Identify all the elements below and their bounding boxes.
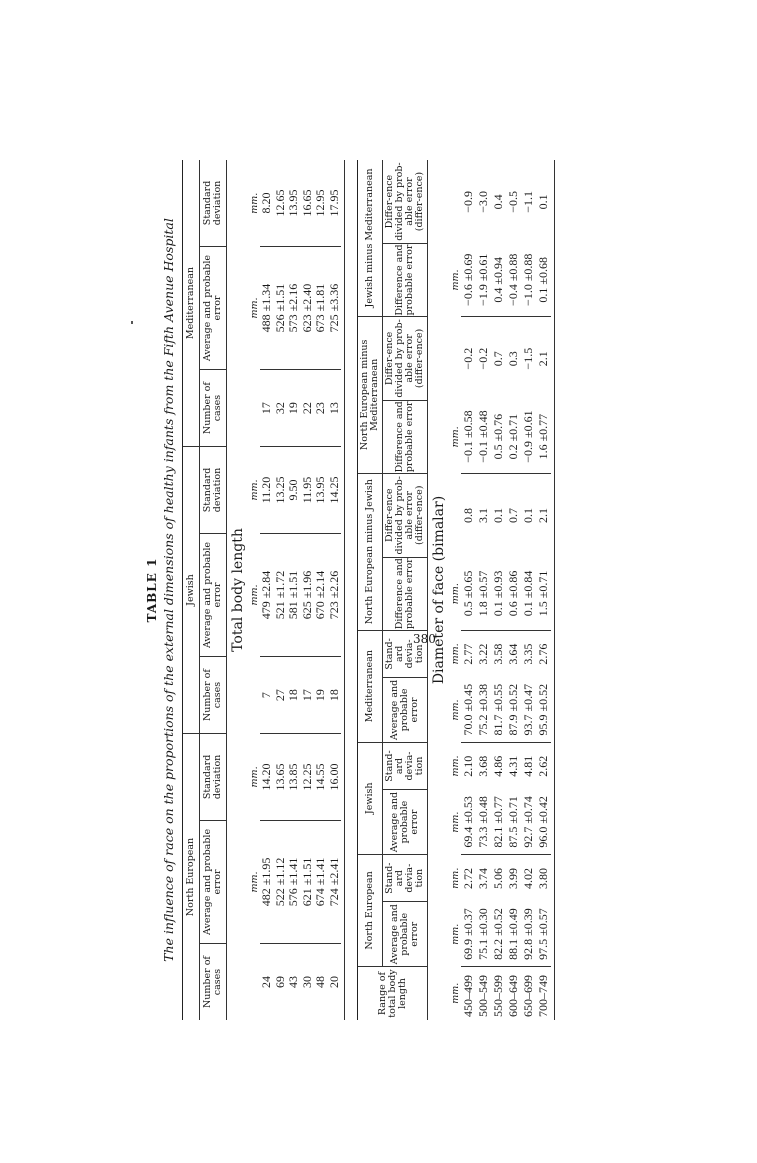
unit-label: mm. <box>450 699 461 721</box>
table-cell: 623 ±2.40 <box>301 246 315 369</box>
table-cell: 75.2 ±0.38 <box>476 678 491 743</box>
col-header: Differ-ence divided by prob-able error (differ-ence) <box>383 316 428 400</box>
table-cell: 0.4 ±0.94 <box>491 244 506 317</box>
table-row <box>274 160 288 1020</box>
group-header: North European <box>358 854 383 966</box>
table-cell: 0.2 ±0.71 <box>506 400 521 473</box>
table-cell: 3.80 <box>535 867 550 889</box>
range-cell: 700–749 <box>536 975 550 1017</box>
table-cell: −0.2 <box>460 347 475 370</box>
table-cell: 8.20 <box>260 160 274 246</box>
unit-label: mm. <box>450 426 461 448</box>
table-cell: 2.62 <box>535 755 550 777</box>
unit-label: mm. <box>450 867 461 889</box>
table-cell: 2.77 <box>460 643 475 665</box>
table-cell: 670 ±2.14 <box>314 533 328 656</box>
unit-label: mm. <box>450 643 461 665</box>
group-header: Jewish <box>183 447 200 734</box>
table-cell: 69.9 ±0.37 <box>461 902 476 967</box>
table-cell: 0.6 ±0.86 <box>506 557 521 630</box>
table-cell: 3.68 <box>475 755 490 777</box>
table-cell: 13.85 <box>287 734 301 821</box>
table-cell: 23 <box>314 370 328 447</box>
table-cell: 0.8 <box>460 508 475 524</box>
table-cell: 0.7 <box>490 351 505 367</box>
table-cell: 7 <box>260 657 274 734</box>
table-cell: 75.1 ±0.30 <box>476 902 491 967</box>
table-row <box>461 160 476 1020</box>
table-cell: 70.0 ±0.45 <box>461 678 476 743</box>
unit-label: mm. <box>450 982 461 1004</box>
table-cell: 0.1 <box>490 508 505 524</box>
table-cell: 573 ±2.16 <box>287 246 301 369</box>
table-cell: 3.1 <box>475 508 490 524</box>
table-cell: 3.58 <box>490 643 505 665</box>
table-cell: 2.1 <box>535 508 550 524</box>
range-cell: 550–599 <box>491 975 505 1017</box>
col-header: Difference and probable error <box>383 400 428 473</box>
table-cell: 96.0 ±0.42 <box>536 790 551 855</box>
table-cell: −0.5 <box>505 190 520 213</box>
range-header: Range of total body length <box>358 967 428 1020</box>
table-cell: 3.74 <box>475 867 490 889</box>
section-title: Diameter of face (bimalar) <box>431 495 447 685</box>
table-row <box>491 160 506 1020</box>
unit-label: mm. <box>450 755 461 777</box>
table-cell: 521 ±1.72 <box>274 533 288 656</box>
table-cell: 12.25 <box>301 734 315 821</box>
group-header: North European <box>183 734 200 1020</box>
col-header: Average and probable error <box>200 246 227 369</box>
table-cell: 0.1 ±0.84 <box>521 557 536 630</box>
table-cell: 3.35 <box>520 643 535 665</box>
table-cell: −0.6 ±0.69 <box>461 244 476 317</box>
table-cell: 0.1 ±0.93 <box>491 557 506 630</box>
group-header: Jewish <box>358 742 383 854</box>
col-header: Difference and probable error <box>383 557 428 630</box>
table-row <box>287 160 301 1020</box>
table-cell: 0.7 <box>505 508 520 524</box>
col-header: Stand-ard devia-tion <box>383 630 428 678</box>
table-cell: 32 <box>274 370 288 447</box>
table-cell: 725 ±3.36 <box>328 246 342 369</box>
table-cell: 4.86 <box>490 755 505 777</box>
table-cell: 2.72 <box>460 867 475 889</box>
table-cell: 17 <box>301 657 315 734</box>
table-cell: 82.1 ±0.77 <box>491 790 506 855</box>
table-cell: 0.1 <box>520 508 535 524</box>
table-cell: 82.2 ±0.52 <box>491 902 506 967</box>
table-cell: 4.02 <box>520 867 535 889</box>
table-cell: 1.6 ±0.77 <box>536 400 551 473</box>
table-row <box>301 160 315 1020</box>
table-cell: 17.95 <box>328 160 342 246</box>
unit-label: mm. <box>450 583 461 605</box>
table-row <box>506 160 521 1020</box>
table-cell: 621 ±1.51 <box>301 820 315 943</box>
table-cell: 87.5 ±0.71 <box>506 790 521 855</box>
group-header: North European minus Jewish <box>358 473 383 630</box>
table-cell: 2.10 <box>460 755 475 777</box>
table-cell: 17 <box>260 370 274 447</box>
page-number: 380 <box>413 632 436 646</box>
table-cell: 4.31 <box>505 755 520 777</box>
print-speck <box>131 321 133 324</box>
table-cell: 522 ±1.12 <box>274 820 288 943</box>
table-cell: 3.99 <box>505 867 520 889</box>
table-cell: 479 ±2.84 <box>260 533 274 656</box>
table-cell: 1.8 ±0.57 <box>476 557 491 630</box>
table-cell: 723 ±2.26 <box>328 533 342 656</box>
col-header: Number of cases <box>200 944 227 1020</box>
table-cell: 5.06 <box>490 867 505 889</box>
table-cell: 18 <box>328 657 342 734</box>
table-cell: 87.9 ±0.52 <box>506 678 521 743</box>
table-caption <box>145 160 176 1020</box>
unit-label: mm. <box>249 297 260 319</box>
table-cell: 673 ±1.81 <box>314 246 328 369</box>
table-row <box>536 160 551 1020</box>
table-cell: 27 <box>274 657 288 734</box>
group-header: Jewish minus Mediterranean <box>358 160 383 316</box>
col-header: Standard deviation <box>200 734 227 821</box>
col-header: Average and probable error <box>383 902 428 967</box>
table-cell: 625 ±1.96 <box>301 533 315 656</box>
table-cell: 0.1 ±0.68 <box>536 244 551 317</box>
table-cell: 576 ±1.41 <box>287 820 301 943</box>
s1-body <box>260 160 345 1020</box>
table-cell: 0.5 ±0.76 <box>491 400 506 473</box>
section-title: Total body length <box>230 528 246 652</box>
table-cell: 73.3 ±0.48 <box>476 790 491 855</box>
table-cell: 24 <box>259 976 273 989</box>
col-header: Stand-ard devia-tion <box>383 742 428 790</box>
group-header: Mediterranean <box>358 630 383 742</box>
table-cell: 22 <box>301 370 315 447</box>
table-cell: 88.1 ±0.49 <box>506 902 521 967</box>
table-cell: 12.95 <box>314 160 328 246</box>
table-cell: 43 <box>286 976 300 989</box>
unit-label: mm. <box>249 871 260 893</box>
table-cell: 14.20 <box>260 734 274 821</box>
table-cell: −1.1 <box>520 190 535 213</box>
table-cell: 482 ±1.95 <box>260 820 274 943</box>
table-cell: 13.65 <box>274 734 288 821</box>
table-cell: 93.7 ±0.47 <box>521 678 536 743</box>
col-header: Average and probable error <box>383 678 428 743</box>
table-cell: 30 <box>299 976 314 989</box>
table-cell: −1.0 ±0.88 <box>521 244 536 317</box>
table-cell: −0.1 ±0.48 <box>476 400 491 473</box>
unit-label: mm. <box>249 192 260 214</box>
table-row <box>328 160 342 1020</box>
table-cell: 69 <box>272 976 287 989</box>
unit-label: mm. <box>249 584 260 606</box>
table-cell: 20 <box>326 976 341 989</box>
table-cell: 3.22 <box>475 643 490 665</box>
group-header: North European minus Mediterranean <box>358 316 383 473</box>
table-cell: 526 ±1.51 <box>274 246 288 369</box>
col-header: Difference and probable error <box>383 244 428 317</box>
table-number: TABLE 1 <box>145 557 159 623</box>
table-cell: 97.5 ±0.57 <box>536 902 551 967</box>
table-cell: 18 <box>287 657 301 734</box>
col-header: Average and probable error <box>383 790 428 855</box>
table-cell: 11.95 <box>301 447 315 534</box>
table-cell: 4.81 <box>520 755 535 777</box>
table-cell: 674 ±1.41 <box>314 820 328 943</box>
unit-label: mm. <box>249 766 260 788</box>
table-cell: 0.1 <box>535 194 550 210</box>
unit-label: mm. <box>450 269 461 291</box>
table-cell: 81.7 ±0.55 <box>491 678 506 743</box>
table-cell: −1.9 ±0.61 <box>476 244 491 317</box>
table-row <box>521 160 536 1020</box>
table-cell: 92.8 ±0.39 <box>521 902 536 967</box>
table-cell: 581 ±1.51 <box>287 533 301 656</box>
col-header: Standard deviation <box>200 447 227 534</box>
table-row <box>476 160 491 1020</box>
table-cell: 12.65 <box>274 160 288 246</box>
col-header: Stand-ard devia-tion <box>383 854 428 902</box>
table-cell: 0.3 <box>505 351 520 367</box>
table-cell: 0.4 <box>490 194 505 210</box>
table-cell: 0.5 ±0.65 <box>461 557 476 630</box>
range-cell: 500–549 <box>476 975 490 1017</box>
table-cell: 488 ±1.34 <box>260 246 274 369</box>
table-cell: 69.4 ±0.53 <box>461 790 476 855</box>
group-header: Mediterranean <box>183 160 200 447</box>
table-cell: 14.25 <box>328 447 342 534</box>
table-cell: −1.5 <box>520 347 535 370</box>
table-cell: −3.0 <box>475 190 490 213</box>
table-cell: 16.65 <box>301 160 315 246</box>
table-cell: 92.7 ±0.74 <box>521 790 536 855</box>
table-cell: 14.55 <box>314 734 328 821</box>
total-body-length-table <box>182 160 345 1020</box>
table-cell: 13.95 <box>314 447 328 534</box>
table-cell: 13.95 <box>287 160 301 246</box>
table-cell: 3.64 <box>505 643 520 665</box>
rotated-table-page <box>145 160 685 1020</box>
range-cell: 650–699 <box>521 975 535 1017</box>
table-cell: 1.5 ±0.71 <box>536 557 551 630</box>
col-header: Standard deviation <box>200 160 227 246</box>
unit-label: mm. <box>450 923 461 945</box>
table-row <box>260 160 274 1020</box>
range-cell: 450–499 <box>461 975 475 1017</box>
table-cell: −0.9 <box>460 190 475 213</box>
table-cell: −0.9 ±0.61 <box>521 400 536 473</box>
col-header: Number of cases <box>200 370 227 447</box>
col-header: Differ-ence divided by prob-able error (differ-ence) <box>383 160 428 244</box>
table-cell: −0.4 ±0.88 <box>506 244 521 317</box>
table-cell: 9.50 <box>287 447 301 534</box>
table-cell: 13.25 <box>274 447 288 534</box>
table-cell: 48 <box>313 976 327 989</box>
range-cell: 600–649 <box>506 975 520 1017</box>
unit-label: mm. <box>249 479 260 501</box>
s2-body <box>461 160 555 1020</box>
table-title: The influence of race on the proportions of the external dimensions of healthy infants from the Fifth Avenue Hospital <box>161 218 176 962</box>
col-header: Number of cases <box>200 657 227 734</box>
table-cell: 724 ±2.41 <box>328 820 342 943</box>
table-cell: −0.2 <box>475 347 490 370</box>
col-header: Average and probable error <box>200 820 227 943</box>
table-cell: 16.00 <box>328 734 342 821</box>
table-cell: 19 <box>287 370 301 447</box>
face-diameter-table <box>357 160 555 1020</box>
col-header: Average and probable error <box>200 533 227 656</box>
table-row <box>314 160 328 1020</box>
table-cell: 11.20 <box>260 447 274 534</box>
table-cell: 95.9 ±0.52 <box>536 678 551 743</box>
table-cell: 19 <box>314 657 328 734</box>
table-cell: −0.1 ±0.58 <box>461 400 476 473</box>
col-header: Differ-ence divided by prob-able error (differ-ence) <box>383 473 428 557</box>
table-cell: 13 <box>328 370 342 447</box>
unit-label: mm. <box>450 811 461 833</box>
table-cell: 2.76 <box>535 643 550 665</box>
table-cell: 2.1 <box>535 351 550 367</box>
